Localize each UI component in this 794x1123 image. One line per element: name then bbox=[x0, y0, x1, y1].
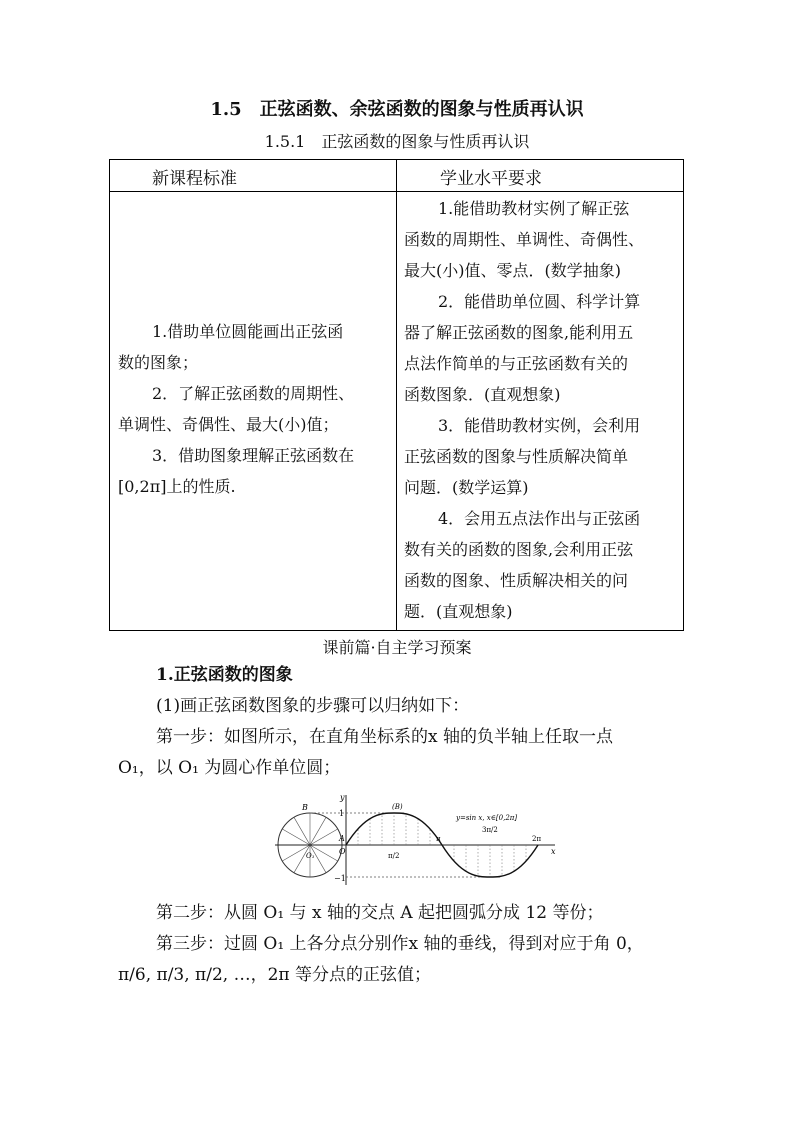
section-heading: 课前篇·自主学习预案 bbox=[322, 638, 472, 657]
left-line: 2．了解正弦函数的周期性、 bbox=[152, 384, 355, 403]
sine-graph-figure bbox=[270, 790, 560, 890]
right-line: 1.能借助教材实例了解正弦 bbox=[438, 199, 630, 218]
title-main: 1.5 正弦函数、余弦函数的图象与性质再认识 bbox=[210, 99, 584, 120]
standards-table bbox=[109, 159, 684, 631]
label-pi: π bbox=[436, 835, 441, 843]
label-2pi: 2π bbox=[532, 835, 542, 843]
content-paragraph: 第三步：过圆 O₁ 上各分点分别作x 轴的垂线，得到对应于角 0， bbox=[156, 934, 644, 954]
right-line: 题．(直观想象) bbox=[404, 602, 513, 621]
label-1: 1 bbox=[339, 809, 345, 818]
label-3pi-over-2: 3π/2 bbox=[482, 826, 498, 834]
right-line: 最大(小)值、零点．(数学抽象) bbox=[404, 261, 621, 280]
label-pi-over-2: π/2 bbox=[388, 852, 400, 860]
right-line: 2．能借助单位圆、科学计算 bbox=[438, 292, 641, 311]
content-paragraph: 第一步：如图所示，在直角坐标系的x 轴的负半轴上任取一点 bbox=[156, 727, 613, 747]
right-line: 函数的周期性、单调性、奇偶性、 bbox=[404, 230, 645, 249]
label-x: x bbox=[551, 847, 556, 856]
left-line: 1.借助单位圆能画出正弦函 bbox=[152, 322, 344, 341]
left-line: 数的图象； bbox=[118, 353, 199, 372]
content-heading: 1.正弦函数的图象 bbox=[156, 665, 293, 685]
right-line: 点法作简单的与正弦函数有关的 bbox=[404, 354, 629, 373]
content-paragraph: 第二步：从圆 O₁ 与 x 轴的交点 A 起把圆弧分成 12 等份； bbox=[156, 903, 604, 923]
left-line: 单调性、奇偶性、最大(小)值； bbox=[118, 415, 339, 434]
label-O1: O₁ bbox=[306, 852, 315, 860]
label-minus1: −1 bbox=[334, 874, 346, 883]
content-paragraph: (1)画正弦函数图象的步骤可以归纳如下： bbox=[156, 696, 470, 716]
body-text-top bbox=[118, 660, 678, 784]
figure-legend: y=sin x, x∈[0,2π] bbox=[456, 814, 518, 822]
label-O: O bbox=[339, 847, 346, 856]
content-paragraph: π/6, π/3, π/2, …，2π 等分点的正弦值； bbox=[118, 965, 431, 985]
right-line: 数有关的函数的图象,会利用正弦 bbox=[404, 540, 634, 559]
label-B-paren: (B) bbox=[392, 803, 403, 811]
table-divider-horizontal bbox=[110, 191, 683, 192]
right-line: 问题．(数学运算) bbox=[404, 478, 529, 497]
table-header-right: 学业水平要求 bbox=[440, 169, 542, 189]
table-header-left: 新课程标准 bbox=[152, 169, 237, 189]
right-line: 正弦函数的图象与性质解决简单 bbox=[404, 447, 629, 466]
label-A: A bbox=[339, 834, 345, 843]
right-line: 4．会用五点法作出与正弦函 bbox=[438, 509, 641, 528]
right-line: 器了解正弦函数的图象,能利用五 bbox=[404, 323, 634, 342]
content-paragraph: O₁，以 O₁ 为圆心作单位圆； bbox=[118, 758, 341, 778]
right-line: 函数的图象、性质解决相关的问 bbox=[404, 571, 629, 590]
right-line: 函数图象．(直观想象) bbox=[404, 385, 561, 404]
table-divider-vertical bbox=[396, 160, 397, 630]
left-line: 3．借助图象理解正弦函数在 bbox=[152, 446, 355, 465]
label-y: y bbox=[340, 793, 345, 802]
title-sub: 1.5.1 正弦函数的图象与性质再认识 bbox=[264, 132, 530, 151]
label-B: B bbox=[302, 803, 308, 812]
table-cell-right bbox=[404, 193, 680, 627]
body-text-bottom bbox=[118, 898, 678, 991]
right-line: 3．能借助教材实例，会利用 bbox=[438, 416, 641, 435]
left-line: [0,2π]上的性质. bbox=[118, 477, 236, 496]
table-cell-left bbox=[118, 316, 388, 502]
